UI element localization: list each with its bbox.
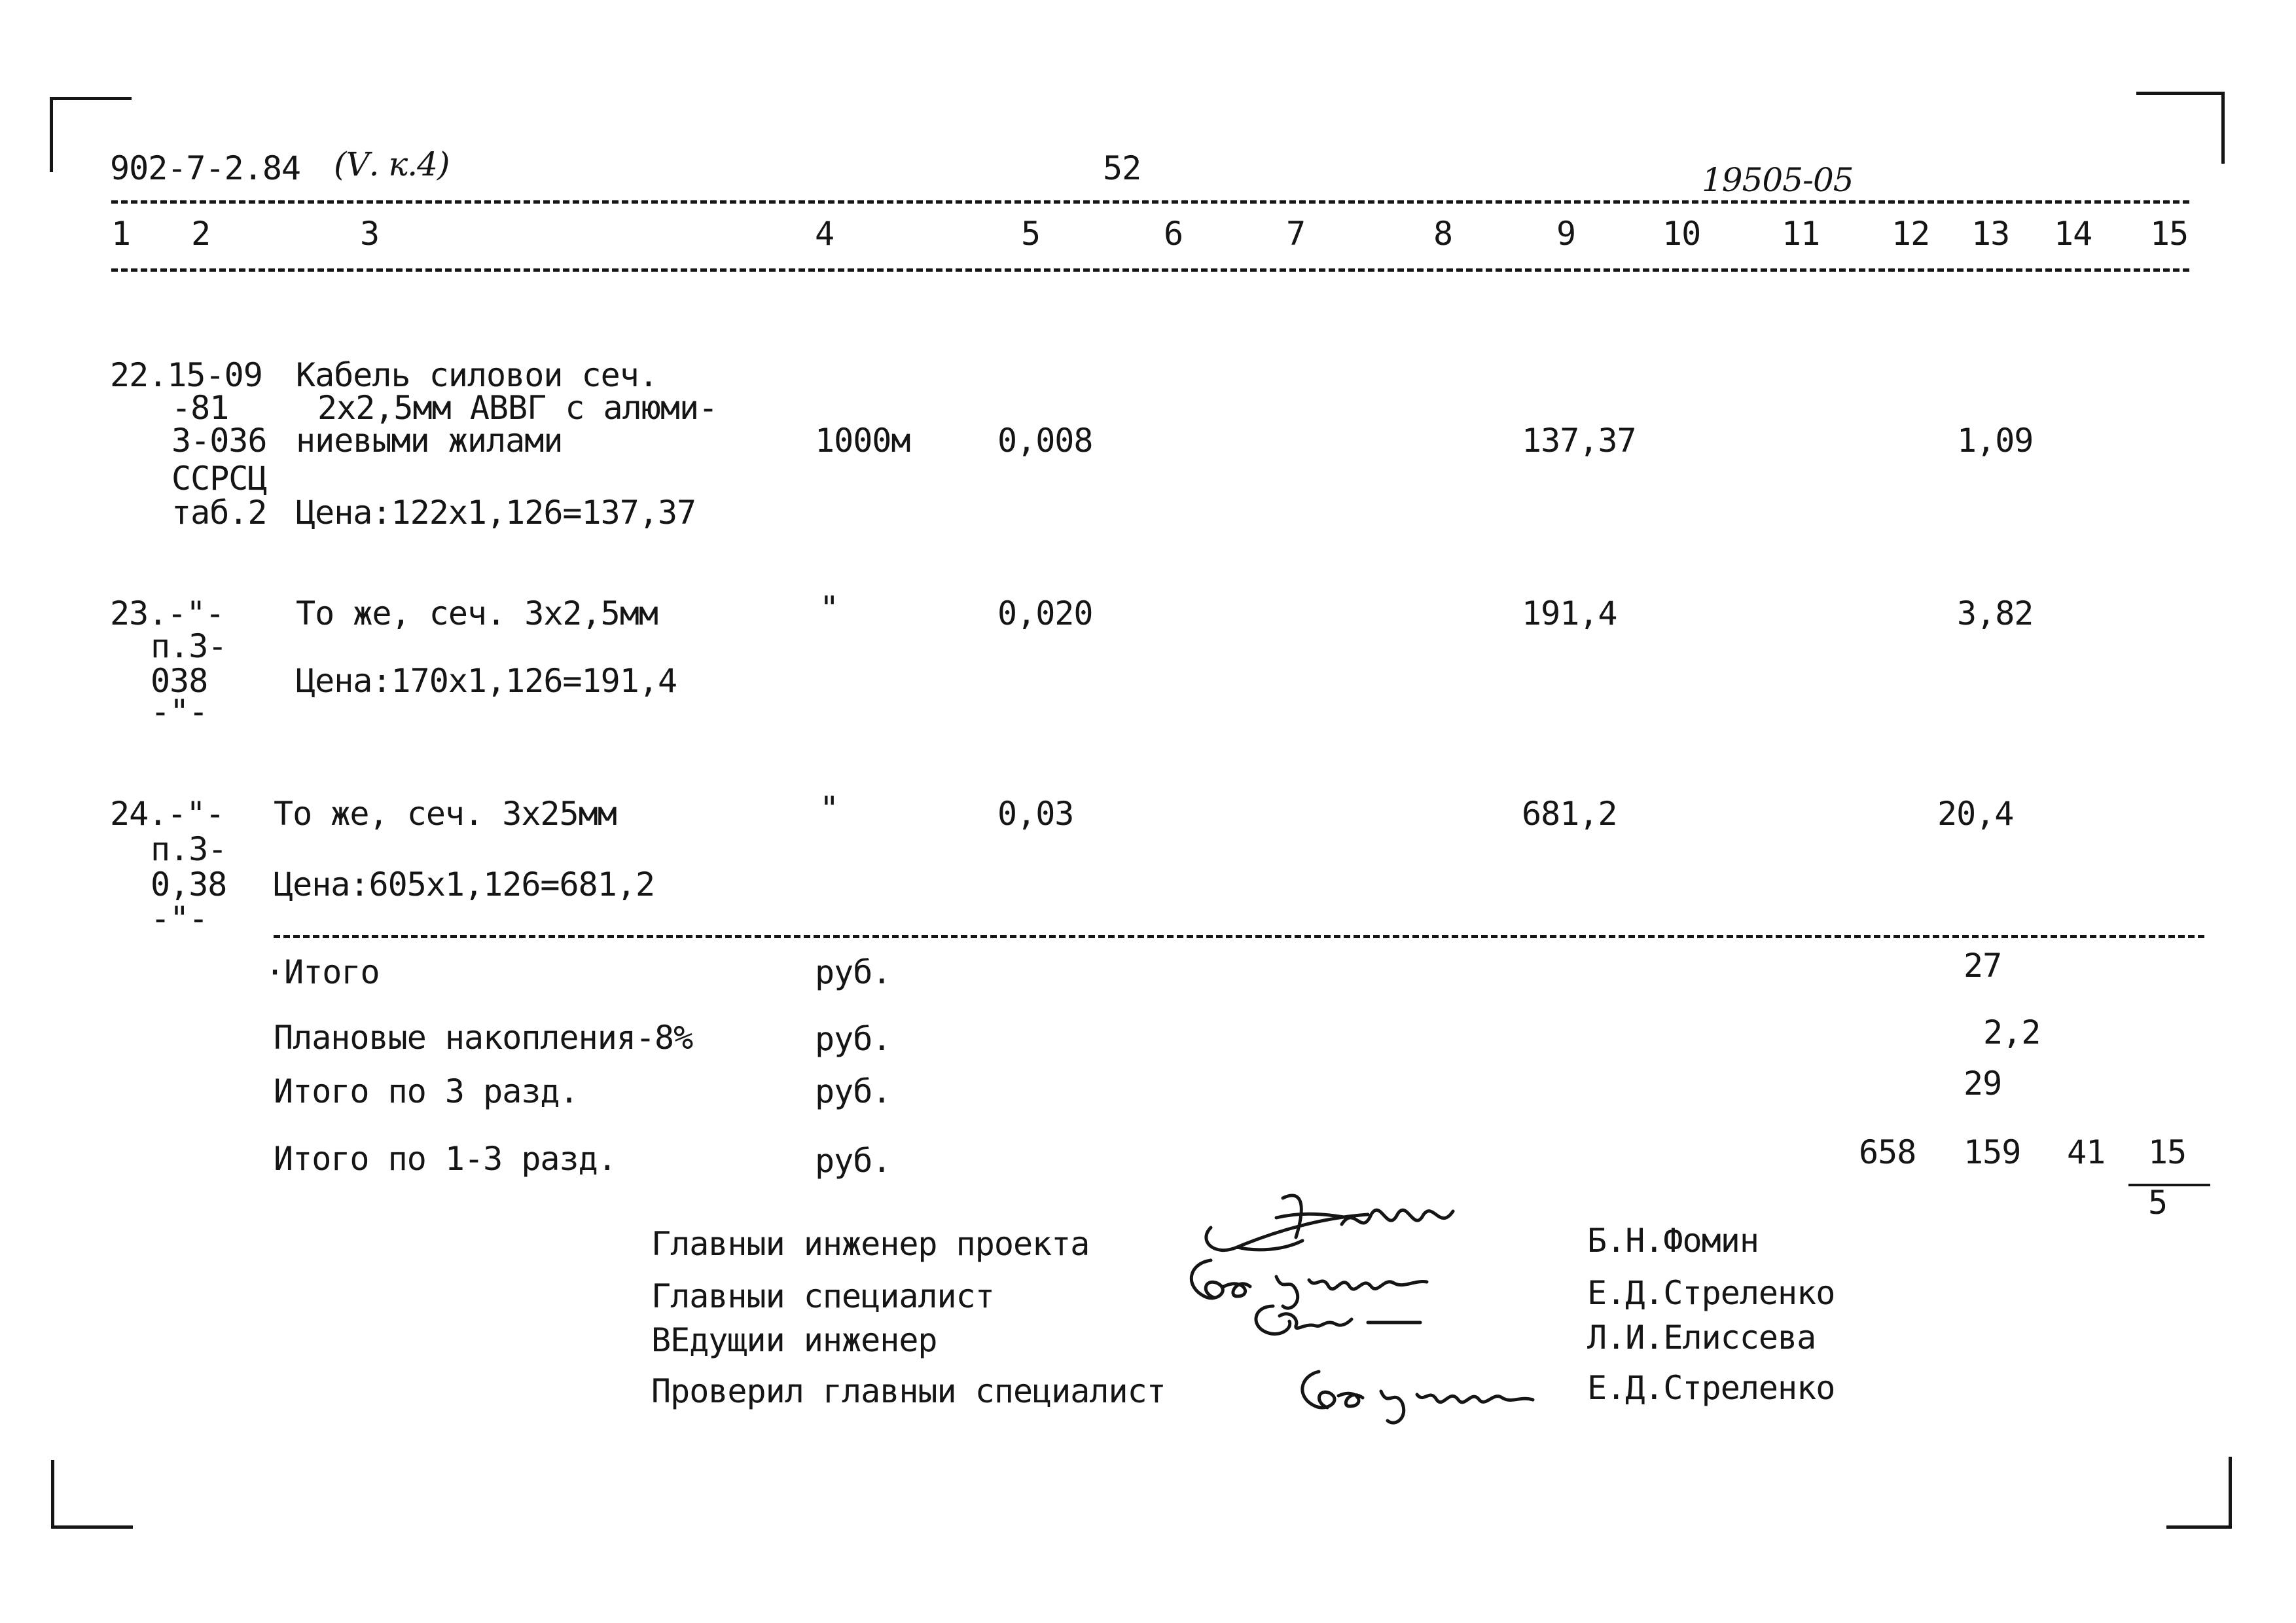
row-code-line: 0,38 <box>151 866 227 903</box>
row-unit: 1000м <box>815 422 910 460</box>
summary-label: Итого по 3 разд. <box>274 1072 579 1110</box>
summary-label: Плановые накопления-8% <box>274 1019 693 1057</box>
handwritten-signature <box>1289 1362 1551 1434</box>
header-bottom-rule <box>111 268 2189 272</box>
row-code-line: таб.2 <box>171 494 267 532</box>
row-code-line: 3-036 <box>171 422 267 460</box>
row-description-line: ниевыми жилами <box>296 422 563 460</box>
row-total: 1,09 <box>1957 422 2034 460</box>
column-number: 12 <box>1892 215 1930 253</box>
row-unit: " <box>819 790 839 828</box>
frame-corner-bottom-right <box>2166 1457 2232 1529</box>
row-description-line: То же, сеч. 3х25мм <box>274 795 617 833</box>
summary-label: Итого по 1-3 разд. <box>274 1140 617 1178</box>
handwritten-code: 19505-05 <box>1702 161 1854 199</box>
summary-col15-denominator: 5 <box>2148 1184 2168 1222</box>
row-description-line: Кабель силовои сеч. <box>296 356 658 394</box>
summary-col12-value: 658 <box>1859 1133 1916 1171</box>
column-number: 13 <box>1971 215 2010 253</box>
summary-col14-value: 41 <box>2067 1133 2106 1171</box>
row-code-line: п.3- <box>151 830 227 868</box>
column-number: 10 <box>1662 215 1701 253</box>
summary-col15-numerator: 15 <box>2148 1133 2187 1171</box>
volume-note: (Ⅴ. к.4) <box>334 145 450 183</box>
column-number: 7 <box>1286 215 1306 253</box>
summary-label: ·Итого <box>265 953 380 991</box>
row-price-formula: Цена:605х1,126=681,2 <box>274 866 655 903</box>
column-number: 3 <box>360 215 380 253</box>
page-number: 52 <box>1103 149 1141 187</box>
summary-unit: руб. <box>815 1072 891 1110</box>
row-price-formula: Цена:122х1,126=137,37 <box>296 494 696 532</box>
column-number: 14 <box>2054 215 2092 253</box>
row-unit-price: 137,37 <box>1522 422 1636 460</box>
row-code-line: 24.-"- <box>110 795 224 833</box>
signature-role: Главныи специалист <box>651 1277 994 1315</box>
column-number: 4 <box>815 215 834 253</box>
summary-value: 29 <box>1964 1065 2002 1103</box>
row-code-line: -81 <box>171 389 229 427</box>
row-total: 20,4 <box>1937 795 2014 833</box>
summary-unit: руб. <box>815 953 891 991</box>
signature-role: Главныи инженер проекта <box>651 1225 1090 1263</box>
row-total: 3,82 <box>1957 594 2034 632</box>
row-description-line: 2х2,5мм АВВГ с алюми- <box>317 389 718 427</box>
row-price-formula: Цена:170х1,126=191,4 <box>296 662 677 700</box>
summary-value: 27 <box>1964 947 2002 985</box>
summary-value: 2,2 <box>1983 1013 2041 1051</box>
row-unit-price: 681,2 <box>1522 795 1617 833</box>
row-code-line: ССРСЦ <box>171 460 267 498</box>
row-unit-price: 191,4 <box>1522 594 1617 632</box>
summary-unit: руб. <box>815 1020 891 1058</box>
row-code-line: 23.-"- <box>110 594 224 632</box>
column-number: 1 <box>111 215 131 253</box>
handwritten-signature <box>1244 1296 1427 1349</box>
signature-role: ВЕдущии инженер <box>651 1321 937 1359</box>
row-quantity: 0,03 <box>997 795 1074 833</box>
row-description-line: То же, сеч. 3х2,5мм <box>296 594 658 632</box>
summary-top-rule <box>274 935 2204 938</box>
row-code-line: п.3- <box>151 627 227 665</box>
column-number: 2 <box>191 215 211 253</box>
header-top-rule <box>111 200 2189 204</box>
column-number: 15 <box>2150 215 2189 253</box>
row-code-line: 038 <box>151 662 208 700</box>
row-code-line: 22.15-09 <box>110 356 262 394</box>
fraction-bar <box>2128 1184 2210 1186</box>
column-number: 11 <box>1782 215 1820 253</box>
row-quantity: 0,020 <box>997 594 1093 632</box>
signature-name: Л.И.Елиссева <box>1587 1319 1816 1357</box>
signature-role: Проверил главныи специалист <box>651 1372 1166 1410</box>
summary-unit: руб. <box>815 1142 891 1180</box>
column-number: 9 <box>1556 215 1576 253</box>
frame-corner-bottom-left <box>51 1460 133 1529</box>
row-code-line: -"- <box>151 900 208 938</box>
column-number: 6 <box>1164 215 1183 253</box>
frame-corner-top-right <box>2136 92 2225 164</box>
signature-name: Е.Д.Стреленко <box>1587 1369 1835 1407</box>
column-number: 8 <box>1433 215 1453 253</box>
signature-name: Б.Н.Фомин <box>1587 1222 1759 1260</box>
row-code-line: -"- <box>151 693 208 731</box>
summary-col13-value: 159 <box>1964 1133 2021 1171</box>
row-unit: " <box>819 589 839 627</box>
signature-name: Е.Д.Стреленко <box>1587 1274 1835 1312</box>
column-number: 5 <box>1021 215 1041 253</box>
row-quantity: 0,008 <box>997 422 1093 460</box>
document-code: 902-7-2.84 <box>110 149 301 187</box>
